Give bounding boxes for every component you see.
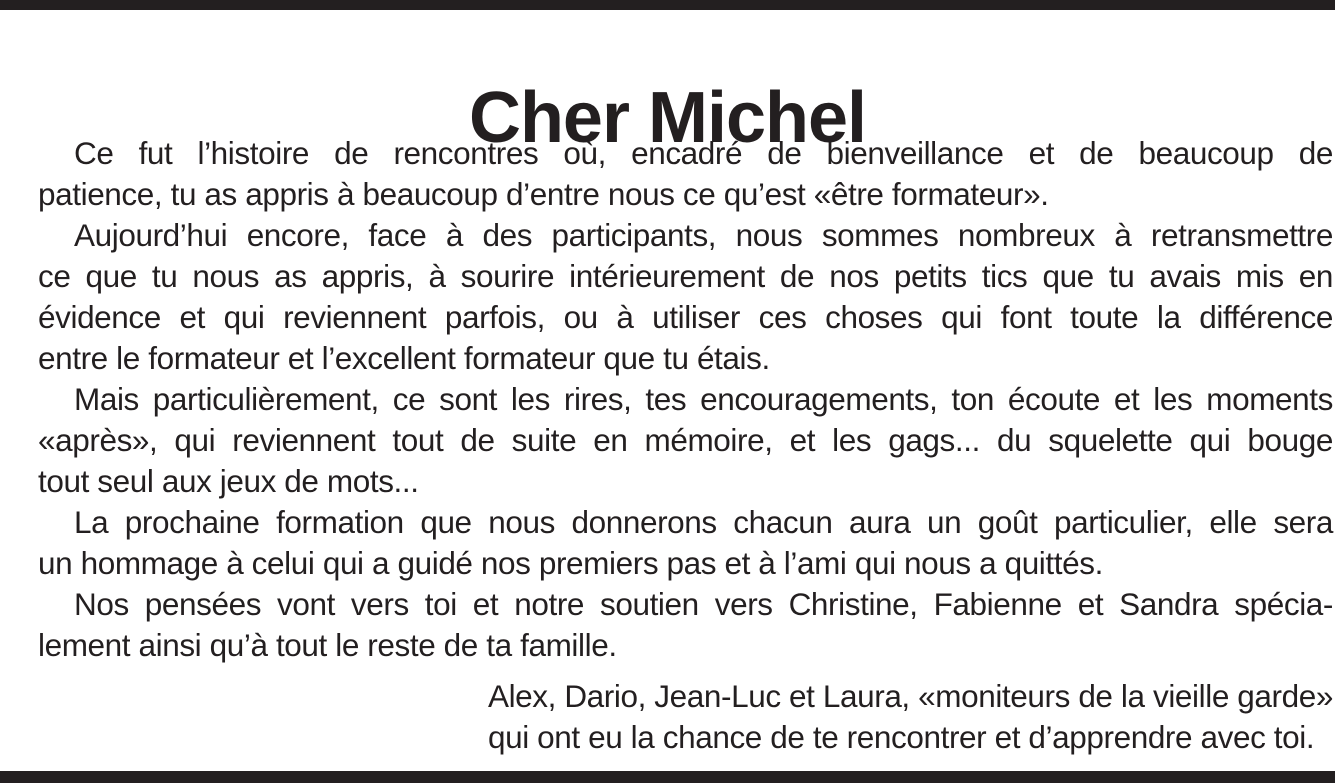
page-title: Cher Michel [468,78,867,159]
text-line: ce que tu nous as appris, à sourire intérieurement de nos petits tics que tu avais mis en [38,258,1333,294]
text-line: un hommage à celui qui a guidé nos premiers pas et à l’ami qui nous a quittés. [38,545,1103,581]
signature-line: qui ont eu la chance de te rencontrer et d’apprendre avec toi. [487,719,1315,755]
paragraph-1 [2,133,1333,215]
signature-block [488,676,1333,758]
text-line: Ce fut l’histoire de rencontres où, encadré de bienveillance et de beaucoup de [74,135,1333,171]
paragraph-2 [2,215,1333,379]
paragraph-3 [2,379,1333,502]
text-line: Aujourd’hui encore, face à des participants, nous sommes nombreux à retransmettre [74,217,1333,253]
top-border-rule [0,0,1335,10]
paragraph-4 [2,502,1333,584]
text-line: lement ainsi qu’à tout le reste de ta famille. [38,627,617,663]
text-line: tout seul aux jeux de mots... [38,463,419,499]
text-line: Mais particulièrement, ce sont les rires, tes encouragements, ton écoute et les moments [74,381,1333,417]
signature-line: Alex, Dario, Jean-Luc et Laura, «moniteurs de la vieille garde» [487,678,1333,714]
text-line: évidence et qui reviennent parfois, ou à utiliser ces choses qui font toute la différence [38,299,1333,335]
text-line: entre le formateur et l’excellent formateur que tu étais. [38,340,770,376]
text-line: Nos pensées vont vers toi et notre soutien vers Christine, Fabienne et Sandra spécia- [74,586,1333,622]
paragraph-5 [2,584,1333,666]
bottom-border-rule [0,771,1335,783]
text-line: La prochaine formation que nous donnerons chacun aura un goût particulier, elle sera [74,504,1333,540]
text-line: patience, tu as appris à beaucoup d’entre nous ce qu’est «être formateur». [38,176,1049,212]
text-line: «après», qui reviennent tout de suite en mémoire, et les gags... du squelette qui bouge [38,422,1333,458]
letter-body [2,133,1333,666]
